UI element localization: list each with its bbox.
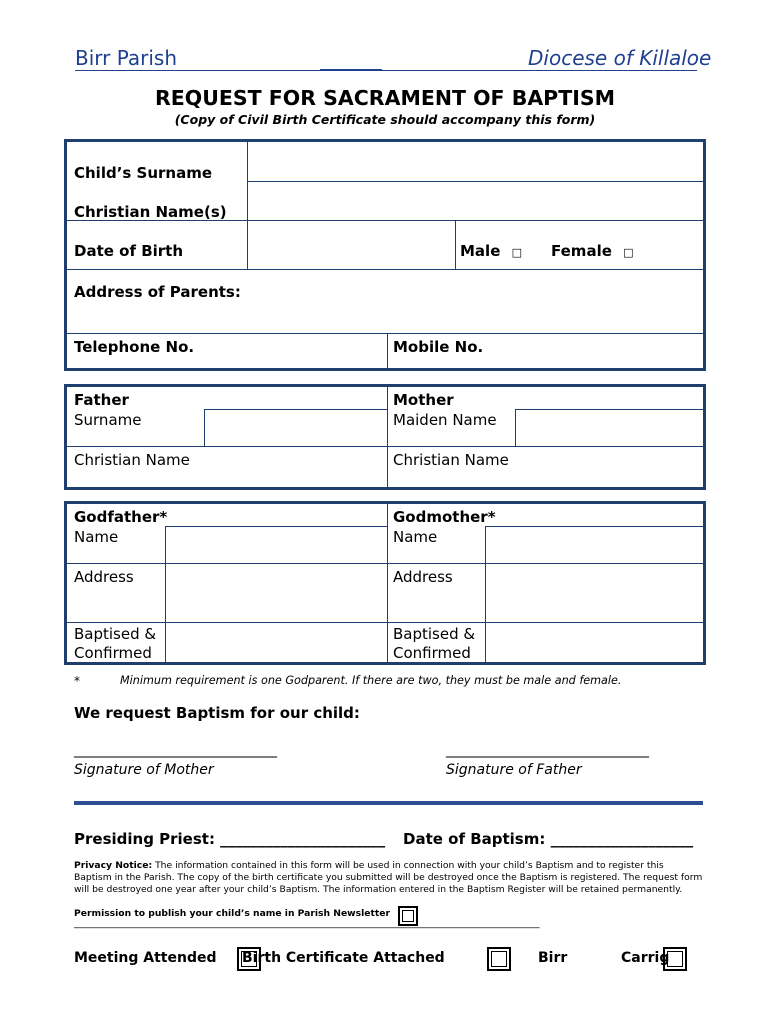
divider	[485, 526, 486, 662]
meeting-attended-label: Meeting Attended	[74, 950, 217, 966]
privacy-heading: Privacy Notice:	[74, 860, 153, 871]
father-christian-name-field[interactable]	[206, 448, 386, 486]
divider	[485, 526, 703, 527]
privacy-line-3: will be destroyed one year after your child’s Baptism. The information entered in the Baptism Register will be retained permanently.	[74, 884, 683, 895]
divider	[67, 563, 703, 564]
privacy-line-2: Baptism in the Parish. The copy of the birth certificate you submitted will be destroyed once the Baptism is registered. The request form	[74, 872, 703, 883]
mother-signature-label: Signature of Mother	[74, 762, 214, 778]
permission-label: Permission to publish your child’s name in Parish Newsletter	[74, 908, 391, 919]
father-heading: Father	[74, 391, 129, 409]
address-of-parents-label: Address of Parents:	[74, 283, 241, 301]
godmother-baptised-line1: Baptised &	[393, 625, 476, 643]
mother-christian-name-field[interactable]	[517, 448, 701, 486]
privacy-line-1: The information contained in this form will be used in connection with your child’s Baptism and to register this	[155, 860, 664, 871]
mother-christian-name-label: Christian Name	[393, 451, 509, 469]
female-option[interactable]	[551, 242, 634, 260]
male-label: Male	[460, 242, 501, 260]
father-signature-label: Signature of Father	[446, 762, 582, 778]
divider	[67, 622, 703, 623]
male-checkbox-icon[interactable]: □	[511, 246, 523, 259]
godmother-baptised-line2: Confirmed	[393, 644, 471, 662]
divider	[67, 446, 703, 447]
female-label: Female	[551, 242, 612, 260]
godmother-heading: Godmother*	[393, 508, 496, 526]
header-blank-line	[320, 69, 382, 71]
male-option[interactable]	[460, 242, 522, 260]
divider	[204, 409, 388, 410]
divider	[67, 333, 703, 334]
godfather-name-field[interactable]	[167, 528, 386, 562]
christian-names-label: Christian Name(s)	[74, 203, 227, 221]
divider	[165, 526, 388, 527]
godfather-baptised-label	[74, 625, 156, 663]
godparents-section	[64, 501, 706, 665]
date-of-birth-field[interactable]	[249, 222, 454, 268]
father-surname-label: Surname	[74, 411, 142, 429]
birth-certificate-label: Birth Certificate Attached	[242, 950, 445, 966]
mobile-label: Mobile No.	[393, 338, 484, 356]
godmother-baptised-label	[393, 625, 475, 663]
godmother-name-label: Name	[393, 528, 438, 546]
father-signature-line[interactable]: _____________________________	[446, 742, 649, 758]
divider	[455, 220, 456, 269]
carrig-label: Carrig	[621, 950, 670, 966]
godfather-baptised-field[interactable]	[167, 624, 386, 661]
child-surname-label: Child’s Surname	[74, 164, 213, 182]
godfather-name-label: Name	[74, 528, 119, 546]
section-divider	[74, 801, 703, 805]
parish-name: Birr Parish	[75, 46, 178, 70]
divider	[247, 181, 703, 182]
father-christian-name-label: Christian Name	[74, 451, 190, 469]
header-rule	[75, 70, 697, 71]
rule-line: __________________________________________________________________________________________________	[74, 918, 540, 929]
godfather-heading: Godfather*	[74, 508, 168, 526]
birth-certificate-checkbox[interactable]	[487, 947, 511, 971]
divider	[387, 387, 388, 487]
godmother-name-field[interactable]	[487, 528, 701, 562]
divider	[387, 333, 388, 371]
divider	[67, 269, 703, 270]
godmother-baptised-field[interactable]	[487, 624, 701, 661]
child-surname-field[interactable]	[249, 144, 701, 180]
divider	[387, 504, 388, 662]
date-of-baptism-field[interactable]: Date of Baptism: ___________________	[403, 830, 694, 848]
godfather-address-field[interactable]	[167, 565, 386, 621]
telephone-field[interactable]	[217, 335, 385, 369]
mother-heading: Mother	[393, 391, 454, 409]
godfather-baptised-line2: Confirmed	[74, 644, 152, 662]
presiding-priest-field[interactable]: Presiding Priest: ______________________	[74, 830, 386, 848]
divider	[204, 409, 205, 447]
divider	[515, 409, 516, 447]
child-details-section	[64, 139, 706, 371]
birr-label: Birr	[538, 950, 568, 966]
mother-maiden-name-field[interactable]	[517, 411, 701, 445]
parents-section	[64, 384, 706, 490]
female-checkbox-icon[interactable]: □	[623, 246, 634, 259]
telephone-label: Telephone No.	[74, 338, 195, 356]
christian-names-field[interactable]	[249, 183, 701, 219]
address-of-parents-field[interactable]	[69, 304, 701, 332]
father-surname-field[interactable]	[206, 411, 386, 445]
request-statement: We request Baptism for our child:	[74, 704, 360, 722]
godparent-footnote: Minimum requirement is one Godparent. If there are two, they must be male and female.	[120, 674, 622, 687]
divider	[165, 526, 166, 662]
divider	[247, 142, 248, 269]
form-subtitle: (Copy of Civil Birth Certificate should accompany this form)	[174, 112, 596, 127]
godmother-address-label: Address	[393, 568, 453, 586]
footnote-marker: *	[74, 674, 80, 688]
divider	[515, 409, 703, 410]
diocese-name: Diocese of Killaloe	[528, 46, 712, 70]
mother-signature-line[interactable]: _____________________________	[74, 742, 277, 758]
godfather-address-label: Address	[74, 568, 134, 586]
privacy-notice	[74, 860, 714, 896]
godmother-address-field[interactable]	[487, 565, 701, 621]
date-of-birth-label: Date of Birth	[74, 242, 184, 260]
mother-maiden-name-label: Maiden Name	[393, 411, 497, 429]
godfather-baptised-line1: Baptised &	[74, 625, 157, 643]
mobile-field[interactable]	[497, 335, 701, 369]
form-title: REQUEST FOR SACRAMENT OF BAPTISM	[155, 86, 615, 110]
